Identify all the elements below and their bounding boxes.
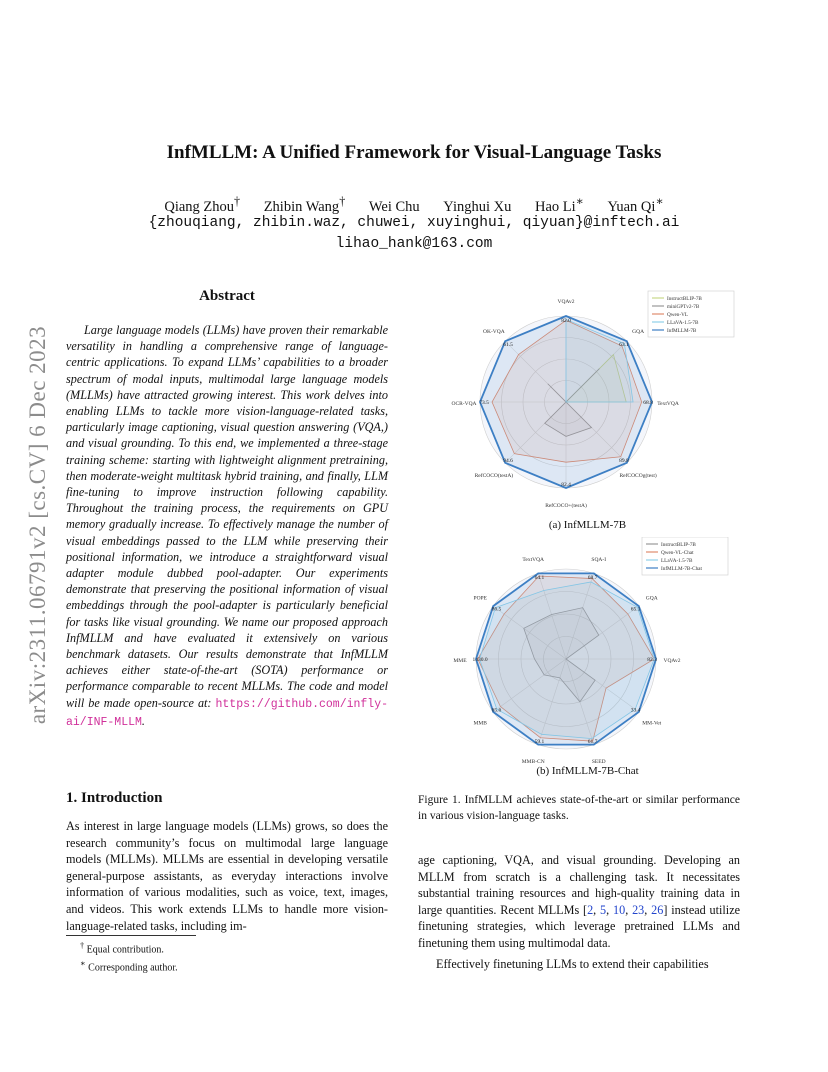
legend-label: LLaVA-1.5-7B [661, 558, 693, 564]
arxiv-stamp [18, 290, 58, 760]
radar-value-label: 86.5 [491, 606, 502, 613]
radar-axis-label: TextVQA [657, 401, 679, 407]
abstract-body: Large language models (LLMs) have proven their remarkable versatility in handling a comprehensive range of language-centric applications. To expand LLMs’ capabilities to a broader spectrum of modal inputs, multimodal large language models (MLLMs) have attracted growing interest. This work delves into enabling LLMs to tackle more vision-language-related tasks, particularly image captioning, visual question answering (VQA,) and visual grounding. To this end, we implemented a three-stage training scheme: starting with lightweight alignment pretraining, then moderate-weight multitask hybrid training, and finally, LLM fine-tuning to improve instruction following capability. Throughout the training process, the requirements on GPU memory gradually increase. To effectively manage the number of visual embeddings passed to the LLM while preserving their positional information, we introduce a straightforward visual adapter module dubbed pool-adapter. Our experiments demonstrate that preserving the positional information of visual embeddings through the pool-adapter is particularly beneficial for tasks like visual grounding. We name our proposed approach InfMLLM and have evaluated it extensively on various benchmark datasets. Our results demonstrate that InfMLLM achieves either state-of-the-art (SOTA) performance or performance comparable to recent MLLMs. The code and model will be made open-source at: https://github.com/infly-ai/INF-MLLM. [66, 323, 389, 729]
section-heading: 1. Introduction [66, 790, 163, 806]
radar-value-label: 59.1 [534, 738, 545, 745]
legend-label: Qwen-VL-Chat [661, 550, 694, 556]
citation[interactable]: 2 [587, 902, 594, 917]
author: Hao Li∗ [534, 194, 584, 215]
citation[interactable]: 5 [600, 902, 607, 917]
figure-1 [420, 285, 755, 785]
emails-line: {zhouqiang, zhibin.waz, chuwei, xuyinghui, qiyuan}@inftech.ai [148, 215, 680, 231]
radar-axis-label: POPE [473, 595, 487, 602]
radar-value-label: 61.7 [587, 738, 598, 745]
radar-axis-label: TextVQA [522, 557, 545, 564]
paragraph: Effectively finetuning LLMs to extend their capabilities [436, 956, 709, 971]
citation[interactable]: 23 [632, 902, 645, 917]
radar-axis-label: RefCOCOg(test) [619, 473, 657, 480]
radar-value-label: 61.5 [503, 342, 513, 349]
legend-label: InfMLLM-7B [667, 328, 697, 334]
paper-title: InfMLLM: A Unified Framework for Visual-Language Tasks [166, 142, 662, 163]
radar-value-label: 82.0 [561, 318, 571, 324]
author: Yinghui Xu [443, 198, 512, 215]
radar-value-label: 94.6 [503, 457, 513, 464]
radar-axis-label: VQAv2 [557, 299, 575, 305]
author: Qiang Zhou† [164, 194, 241, 215]
footnotes [80, 939, 178, 976]
radar-chart-a [420, 285, 755, 520]
radar-chart-b [420, 537, 755, 777]
intro-paragraph: As interest in large language models (LLMs) grows, so does the research community’s focus on multimodal large language models (MLLMs). MLLMs are essential in developing versatile general-purpose assistants, as everyday interactions involve information of various modalities, such as voice, text, images, and videos. This work extends LLMs to handle more vision-language-related tasks, including im- [66, 819, 388, 933]
author: Wei Chu [368, 198, 420, 215]
radar-value-label: 68.7 [587, 575, 598, 582]
author: Yuan Qi∗ [607, 194, 664, 215]
emails-line: lihao_hank@163.com [335, 236, 493, 252]
radar-axis-label: VQAv2 [663, 658, 681, 664]
footnote: † Equal contribution. [80, 941, 164, 956]
radar-axis-label: RefCOCO+(testA) [545, 503, 587, 509]
radar-axis-label: GQA [632, 328, 645, 335]
citation[interactable]: 26 [651, 902, 664, 917]
legend-label: InfMLLM-7B-Chat [661, 566, 702, 572]
paragraph: age captioning, VQA, and visual grounding. Developing an MLLM from scratch is a challenging task. It necessitates substantial training resources and high-quality training data in large quantities. Recent MLLMs [2, 5, 10, 23, 26] instead utilize finetuning strategies, which leverage pretrained LLMs and finetuning them using multimodal data. [418, 853, 741, 950]
legend-label: InstructBLIP-7B [661, 542, 696, 548]
legend-label: Qwen-VL [667, 312, 689, 318]
radar-axis-label: MMB [473, 720, 487, 727]
subcaption-b: (b) InfMLLM-7B-Chat [536, 765, 639, 777]
radar-value-label: 65.6 [491, 707, 502, 714]
radar-axis-label: MM-Vet [642, 720, 662, 727]
radar-axis-label: MME [453, 658, 467, 664]
radar-axis-label: MMB-CN [521, 758, 545, 765]
abstract-text: Large language models (LLMs) have proven their remarkable versatility in handling a comprehensive range of language-centric applications. To expand LLMs’ capabilities to a broader spectrum of modal inputs, multimodal large language models (MLLMs) have attracted growing interest. This work delves into enabling LLMs to tackle more vision-language-related tasks, particularly image captioning, visual question answering (VQA,) and visual grounding. To this end, we implemented a three-stage training scheme: starting with lightweight alignment pretraining, then moderate-weight multitask hybrid training, and finally, LLM fine-tuning to improve instruction following capability. Throughout the training process, the requirements on GPU memory gradually increase. To effectively manage the number of visual embeddings passed to the LLM while preserving their positional information, we introduce a straightforward visual adapter module dubbed pool-adapter. Our experiments demonstrate that preserving the positional information of visual embeddings through the pool-adapter is particularly beneficial for tasks like visual grounding. We name our proposed approach InfMLLM and have evaluated it extensively on various benchmark datasets. Our results demonstrate that InfMLLM achieves either state-of-the-art (SOTA) performance or performance comparable to recent MLLMs. The code and model will be made open-source at: [66, 323, 388, 710]
radar-axis-label: SEED [591, 758, 606, 765]
radar-axis-label: SQA-I [591, 557, 607, 564]
footnote: ∗ Corresponding author. [80, 959, 178, 974]
radar-value-label: 82.3 [647, 657, 657, 663]
radar-value-label: 63.1 [619, 342, 629, 349]
radar-value-label: 89.8 [619, 457, 629, 464]
radar-axis-label: OK-VQA [483, 328, 505, 335]
github-link[interactable]: https://github.com/infly-ai/INF-MLLM [66, 697, 389, 729]
radar-value-label: 65.1 [630, 606, 641, 613]
author: Zhibin Wang† [263, 194, 346, 215]
arxiv-id: arXiv:2311.06791v2 [cs.CV] 6 Dec 2023 [25, 325, 51, 725]
radar-series-polygon [473, 573, 656, 744]
citation[interactable]: 10 [613, 902, 626, 917]
radar-value-label: 64.1 [534, 575, 545, 582]
radar-axis-label: OCR-VQA [451, 401, 477, 407]
legend-label: LLaVA-1.5-7B [667, 320, 699, 326]
right-column-text [418, 852, 740, 972]
author-emails [0, 213, 828, 255]
subcaption-a: (a) InfMLLM-7B [548, 519, 627, 531]
legend-label: InstructBLIP-7B [667, 296, 702, 302]
radar-value-label: 68.8 [643, 400, 653, 406]
radar-axis-label: GQA [645, 595, 658, 602]
figure-caption: Figure 1. InfMLLM achieves state-of-the-art or similar performance in various vision-language tasks. [418, 794, 740, 822]
radar-value-label: 82.4 [561, 482, 571, 488]
radar-value-label: 33.4 [630, 707, 641, 714]
footnote-divider [66, 935, 196, 936]
radar-value-label: 73.5 [479, 400, 489, 406]
legend-label: miniGPTv2-7B [667, 304, 700, 310]
radar-axis-label: RefCOCO(testA) [474, 473, 514, 480]
radar-value-label: 1430.0 [472, 657, 488, 663]
abstract-heading: Abstract [199, 288, 255, 304]
